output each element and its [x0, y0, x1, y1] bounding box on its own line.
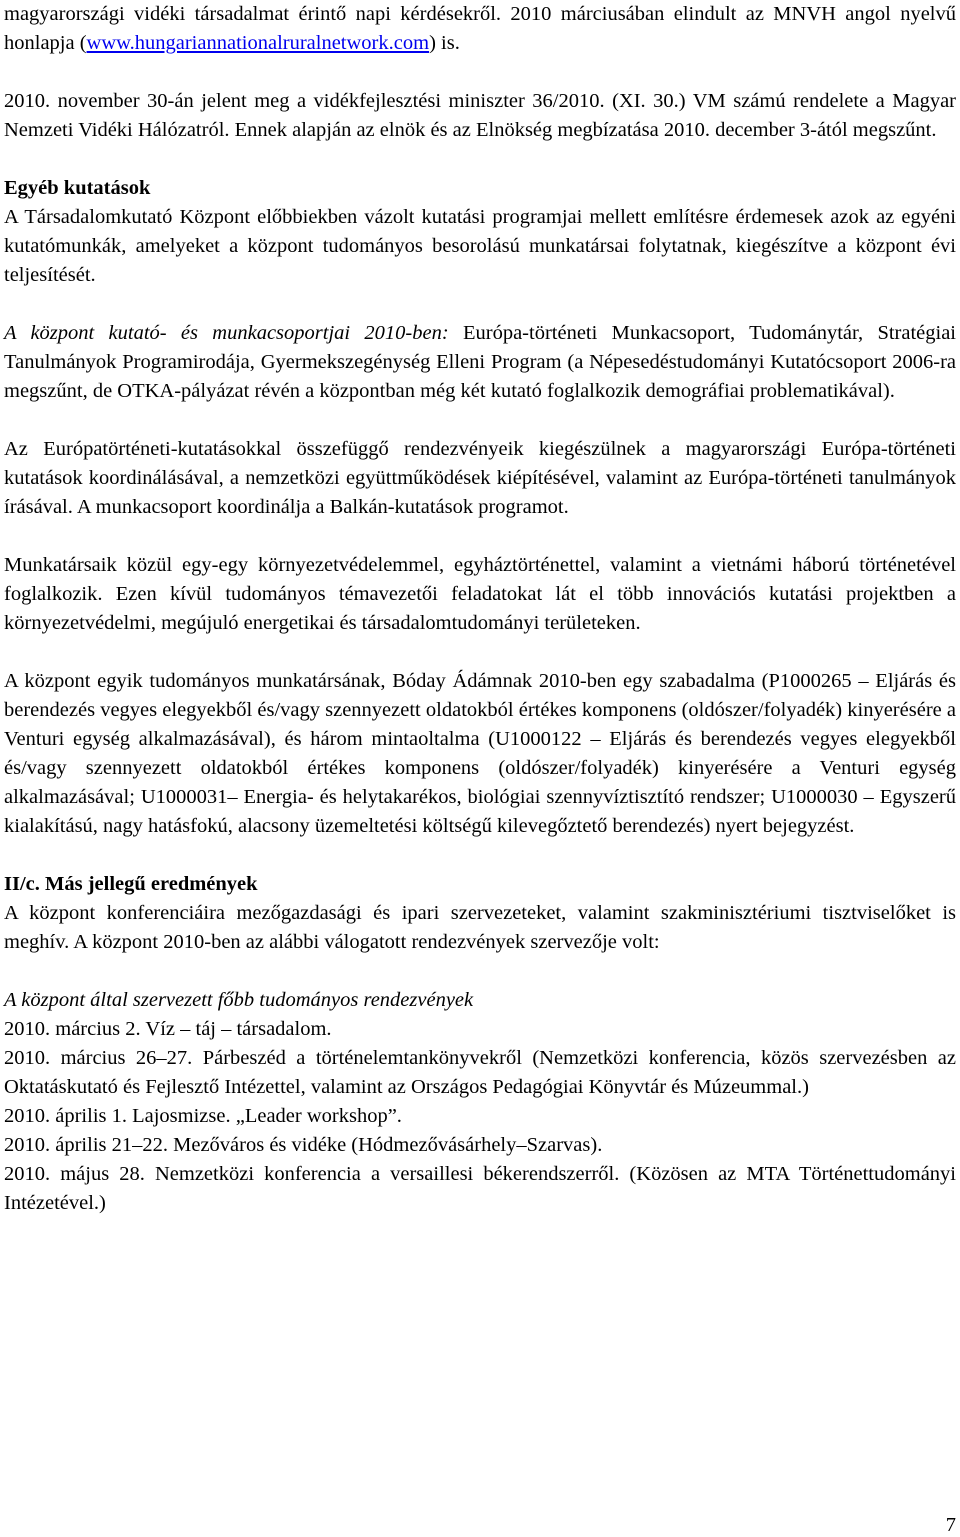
paragraph-decree: 2010. november 30-án jelent meg a vidékfejlesztési miniszter 36/2010. (XI. 30.) VM számú rendelete a Magyar Nemzeti Vidéki Hálózatról. Ennek alapján az elnök és az Elnökség megbízatása 2010. december 3-ától megszűnt.	[4, 90, 956, 141]
event-item: 2010. április 21–22. Mezőváros és vidéke (Hódmezővásárhely–Szarvas).	[4, 1134, 603, 1156]
event-item: 2010. május 28. Nemzetközi konferencia a versaillesi békerendszerről. (Közösen az MTA Történettudományi Intézetével.)	[4, 1163, 956, 1214]
research-groups-lead: A központ kutató- és munkacsoportjai 2010-ben:	[4, 322, 449, 344]
paragraph-conferences: A központ konferenciáira mezőgazdasági és ipari szervezeteket, valamint szakminisztériumi tisztviselőket is meghív. A központ 2010-ben az alábbi válogatott rendezvények szervezője volt:	[4, 902, 956, 953]
paragraph-mnvh-website	[4, 0, 956, 58]
paragraph-research-groups	[4, 319, 956, 406]
paragraph-individual-research: A Társadalomkutató Központ előbbiekben vázolt kutatási programjai mellett említésre érdemesek azok az egyéni kutatómunkák, amelyeket a központ tudományos besorolású munkatársai folytatnak, kiegészítve a központ évi teljesítését.	[4, 206, 956, 286]
paragraph-patents: A központ egyik tudományos munkatársának, Bóday Ádámnak 2010-ben egy szabadalma (P1000265 – Eljárás és berendezés vegyes elegyekből és/vagy szennyezett oldatokból értékes komponens (oldószer/folyadék) kinyerésére a Venturi egység alkalmazásával), és három mintaoltalma (U1000122 – Eljárás és berendezés vegyes elegyekből és/vagy szennyezett oldatokból értékes komponens (oldószer/folyadék) kinyerésére a Venturi egység alkalmazásával; U1000031– Energia- és helytakarékos, biológiai szennyvíztisztító rendszer; U1000030 – Egyszerű kialakítású, nagy hatásfokú, alacsony üzemeltetési költségű kilevegőztető berendezés) nyert bejegyzést.	[4, 670, 956, 837]
event-item: 2010. március 26–27. Párbeszéd a történelemtankönyvekről (Nemzetközi konferencia, közös szervezésben az Oktatáskutató és Fejlesztő Intézettel, valamint az Országos Pedagógiai Könyvtár és Múzeummal.)	[4, 1047, 956, 1098]
document-page	[4, 0, 956, 1218]
research-groups-list: Európa-történeti Munkacsoport, Tudománytár, Stratégiai Tanulmányok Programirodája, Gyermekszegénység Elleni Program (a Népesedéstudományi Kutatócsoport 2006-ra megszűnt, de OTKA-pályázat révén a központban még két kutató foglalkozik demográfiai problematikával).	[4, 322, 956, 402]
paragraph-staff-topics: Munkatársaik közül egy-egy környezetvédelemmel, egyháztörténettel, valamint a vietnámi háború történetével foglalkozik. Ezen kívül tudományos témavezetői feladatokat lát el több innovációs kutatási projektben a környezetvédelmi, megújuló energetikai és társadalomtudományi területeken.	[4, 554, 956, 634]
website-link[interactable]: www.hungariannationalruralnetwork.com	[86, 32, 430, 54]
section-heading-egyeb-kutatasok: Egyéb kutatások	[4, 177, 151, 199]
page-number: 7	[945, 1514, 956, 1536]
section-heading-mas-jellegu: II/c. Más jellegű eredmények	[4, 873, 258, 895]
event-item: 2010. április 1. Lajosmizse. „Leader workshop”.	[4, 1105, 402, 1127]
paragraph-text: ) is.	[429, 32, 460, 54]
events-title: A központ által szervezett főbb tudományos rendezvények	[4, 989, 474, 1011]
paragraph-european-history: Az Európatörténeti-kutatásokkal összefüggő rendezvényeik kiegészülnek a magyarországi Európa-történeti kutatások koordinálásával, a nemzetközi együttműködések kiépítésével, valamint az Európa-történeti tanulmányok írásával. A munkacsoport koordinálja a Balkán-kutatások programot.	[4, 438, 956, 518]
event-item: 2010. március 2. Víz – táj – társadalom.	[4, 1018, 332, 1040]
paragraph-text: magyarországi vidéki társadalmat érintő napi kérdésekről. 2010 márciusában elindult az MNVH angol nyelvű honlapja (	[4, 3, 956, 54]
